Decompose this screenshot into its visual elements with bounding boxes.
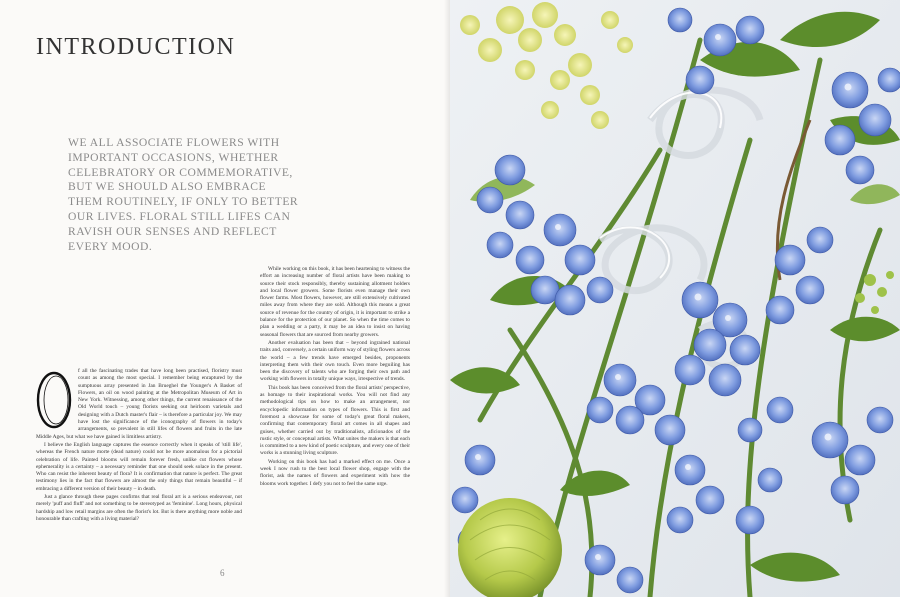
body-column-right <box>260 266 410 489</box>
body-paragraph: While working on this book, it has been heartening to witness the effort an increasing number of floral artists have been making to source their stock responsibly, thereby sustaining allotment holders and local flower growers. Some florists even manage their own flower farms. Most flowers, however, are still extensively cultivated miles away from where they are sold. Although this means a great source of revenue for the country of origin, it is important to strike a balance for the protection of our planet. So when the time comes to plan a wedding or a party, it may be an idea to insist on having seasonal flowers that are sourced from nearby growers. <box>260 266 410 338</box>
drop-cap <box>34 370 72 428</box>
delphinium-arrangement-illustration <box>450 0 900 597</box>
body-paragraph: Just a glance through these pages confirms that real floral art is a serious endeavour, not merely 'puff and fluff' and not something to be stereotyped as 'feminine'. Long hours, physical hardship and low retail margins are often the florist's lot. But is there anything more noble and honourable than crafting with a living material? <box>36 494 242 522</box>
page-title: INTRODUCTION <box>36 34 236 60</box>
intro-paragraph: WE ALL ASSOCIATE FLOWERS WITH IMPORTANT OCCASIONS, WHETHER CELEBRATORY OR COMMEMORATIVE, BUT WE SHOULD ALSO EMBRACE THEM ROUTINELY, IF ONLY TO BETTER OUR LIVES. FLORAL STILL LIFES CAN RAVISH OUR SENSES AND REFLECT EVERY MOOD. <box>68 136 299 253</box>
page-number: 6 <box>220 568 225 578</box>
body-paragraph: I believe the English language captures the essence correctly when it speaks of 'still life', whereas the French nature morte (dead nature) could not be more anomalous for a pictorial celebration of life. Painted blooms will remain forever fresh, unlike cut flowers whose ephemerality is a certainty – a necessary reminder that one should seek solace in the present. Who can resist the inherent beauty of flora? It is confirmation that nature is perfect. The great testimony lies in the fact that flowers are almost the only things that remain beautiful – if embracing a different version of their beauty – in death. <box>36 441 242 492</box>
flower-photo <box>450 0 900 597</box>
body-column-left <box>36 368 242 524</box>
body-paragraph: Working on this book has had a marked effect on me. Once a week I now rush to the best local flower shop, engage with the florist, ask the names of flowers and experiment with how the blooms work together. I defy you not to feel the same urge. <box>260 458 410 487</box>
body-paragraph: This book has been conceived from the floral artists' perspective, as homage to their inspirational works. You will not find any methodological tips on how to make an arrangement, nor encyclopedic information on types of flowers. This is first and foremost a showcase for some of today's great floral makers, confirming that contemporary floral art comes in all shapes and guises, whether carried out by traditionalists, aficionados of the rustic style, or conceptual artists. What unites the makers is that each is committed to a new kind of poetic sculpture, and every one of their works is a stunning living sculpture. <box>260 384 410 457</box>
body-paragraph: f all the fascinating trades that have long been practised, floristry must count as among the most special. I remember being enraptured by the sumptuous array presented in Jan Brueghel the Younger's A Basket of Flowers, an oil on wood painting at the Metropolitan Museum of Art in New York. Witnessing, among other things, the current renaissance of the Old World touch – young florists seeking out heirloom varietals and designing with a Dutch master's flair – is therefore a particular joy. We may have lost the significance of the iconography of flowers in today's arrangements, so prevalent in still lifes of flowers and fruits in the late Middle Ages, but what we have gained is limitless artistry. <box>36 368 242 440</box>
body-paragraph: Another evaluation has been that – beyond ingrained national traits and, conversely, a certain uniform way of styling flowers across the world – a few trends have emerged besides, proponents interpreting them with their own touch. Even more beguiling has been the discovery of talents who are forging their own path and working with flowers in totally unique ways, irrespective of trends. <box>260 339 410 383</box>
